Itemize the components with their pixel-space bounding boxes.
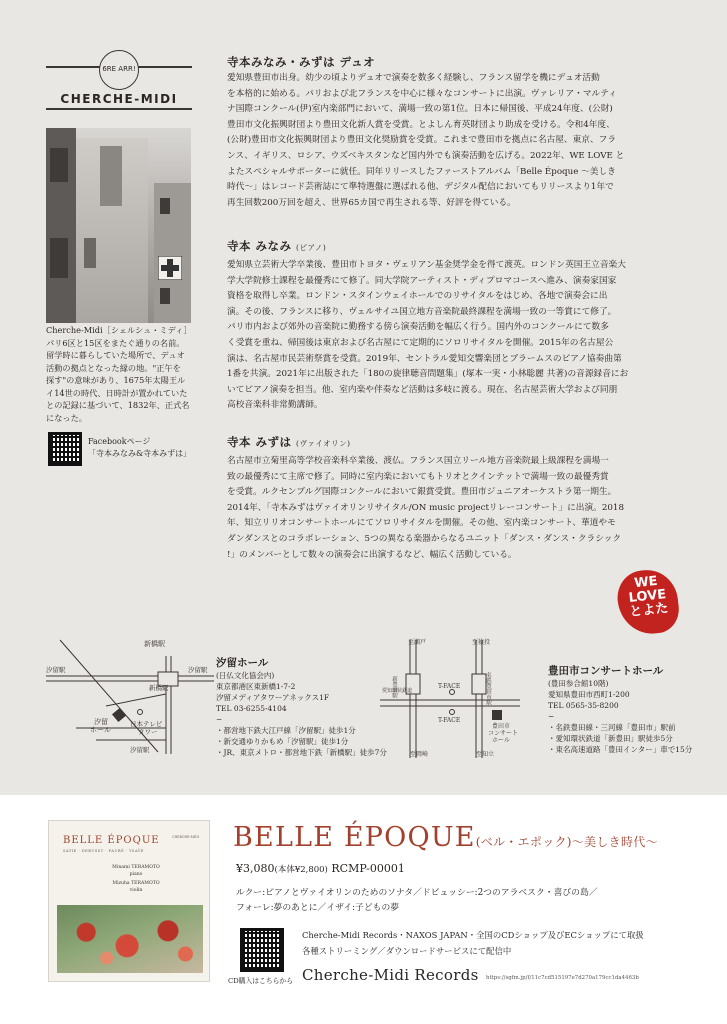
bio-line: 演。その後、フランスに移り、ヴェルサイユ国立地方音楽院最終課程を満場一致の一等賞にて修了。	[227, 306, 617, 317]
bio-line: 1番を共演。2021年に出版された「180の旋律聴音問題集」(塚本一実・小林聡麗 共著)の音源録音にお	[227, 369, 629, 380]
map-label: 至瀬戸	[408, 639, 427, 646]
minami-role: (ピアノ)	[296, 243, 327, 252]
map-label: 汐留駅	[188, 666, 208, 674]
album-artist-2: Mizuha TERAMOTO	[112, 881, 160, 886]
we-love-toyota-logo	[615, 567, 681, 637]
map-label: 新橋駅	[149, 684, 169, 692]
map-info-line: ・都営地下鉄大江戸線「汐留駅」徒歩1分	[216, 726, 356, 735]
we-love-line: LOVE	[628, 587, 667, 606]
album-artist-1: Minami TERAMOTO	[112, 865, 160, 870]
street-photo	[46, 128, 191, 323]
shop-line: Cherche-Midi Records・NAXOS JAPAN・全国のCDショップ及びECショップにて取扱	[302, 930, 644, 940]
bio-line: ンス、イギリス、ロシア、ウズベキスタンなど国内外でも演奏活動を広げる。2022年、WE LOVE と	[227, 150, 625, 161]
album-cover-painting	[57, 905, 203, 973]
shop-info	[302, 928, 702, 959]
logo-badge: 6RE ARR!	[99, 50, 139, 90]
bio-line: よたスペシャルサポーターに就任。同年リリースしたファーストアルバム「Belle Époque 〜美しき	[227, 166, 616, 177]
map-label: 汐留	[94, 718, 108, 726]
duo-title: 寺本みなみ・みずは デュオ	[227, 55, 376, 69]
map-label: 至知立	[476, 751, 495, 758]
map-label: ホール	[90, 726, 111, 734]
shop-line: 各種ストリーミング／ダウンロードサービスにて配信中	[302, 945, 512, 956]
bio-line: 演は、名古屋市民芸術祭賞を受賞。2019年、セントラル愛知交響楽団とブラームスのピアノ協奏曲第	[227, 353, 622, 364]
bio-line: ダンダンスとのコラボレーション、5つの異なる楽器からなるユニット「ダンス・ダンス・クラシック	[227, 533, 622, 544]
map-label: 名鉄豊田市駅	[485, 672, 491, 705]
map-info-line: ・JR、東京メトロ・都営地下鉄「新橋駅」徒歩7分	[216, 748, 387, 757]
mizuha-bio	[227, 454, 682, 563]
album-instrument-2: violin	[129, 888, 143, 893]
map-info-line: ・名鉄豊田線・三河線「豊田市」駅前	[548, 723, 676, 732]
map-info-line: TEL 03-6255-4104	[216, 704, 287, 713]
caption-line: 活動の拠点となった縁の地。"正午を	[46, 362, 181, 373]
bio-line: パリ市内および郊外の音楽院に勤務する傍ら演奏活動を幅広く行う。国内外のコンクールにて数多	[227, 322, 609, 333]
minami-heading	[227, 238, 326, 254]
caption-line: 探す"の意味があり、1675年太陽王ル	[46, 375, 186, 385]
caption-line: 留学時に暮らしていた場所で、デュオ	[46, 350, 185, 360]
album-instrument-1: piano	[129, 872, 143, 877]
map-info-line: −	[216, 715, 223, 724]
bio-line: 2014年、「寺本みずはヴァイオリンリサイタル/ON music projectリレーコンサート」に出演。2018	[227, 502, 624, 513]
map-info-line: ・東名高速道路「豊田インター」車で15分	[548, 745, 693, 754]
cd-purchase-qr-code[interactable]	[240, 928, 284, 972]
bio-line: 致の最優秀にて主席で修了。同時に室内楽においてもトリオとクインテットで満場一致の最優秀賞	[227, 471, 609, 482]
toyota-hall-info	[548, 678, 692, 755]
cd-purchase-caption: CD購入はこちらから	[228, 977, 294, 985]
map-info-line: (日仏文化協会内)	[216, 671, 275, 680]
shiodome-hall-title: 汐留ホール	[216, 657, 269, 669]
caption-line: イ14世の時代、日時計が置かれていた	[46, 387, 188, 398]
bio-line: 資格を取得し卒業。ロンドン・スタインウェイホールでのリサイタルをはじめ、各地で演奏会に出	[227, 291, 608, 302]
release-subtitle: (ベル・エポック)〜美しき時代〜	[475, 835, 658, 849]
map-label: 日本テレビ	[130, 720, 163, 728]
record-label-name: Cherche-Midi Records	[302, 966, 479, 984]
release-title-main: BELLE ÉPOQUE	[233, 822, 476, 853]
bio-line: 愛知県豊田市出身。幼少の頃よりデュオで演奏を数多く経験し、フランス留学を機にデュオ活動	[227, 73, 600, 83]
toyota-concert-hall-map	[380, 632, 540, 758]
caption-line: になった。	[46, 412, 87, 423]
mizuha-name: 寺本 みずは	[227, 435, 292, 449]
map-label: 新豊田駅	[391, 676, 397, 698]
release-title	[233, 822, 658, 853]
mizuha-heading	[227, 434, 351, 450]
toyota-hall-title: 豊田市コンサートホール	[548, 665, 664, 677]
facebook-qr-code[interactable]	[48, 432, 82, 466]
map-label: 豊田市	[492, 723, 511, 730]
map-info-line: (豊田参合館10階)	[548, 679, 609, 688]
map-info-line: TEL 0565-35-8200	[548, 701, 619, 710]
minami-name: 寺本 みなみ	[227, 239, 292, 253]
map-info-line: ・愛知環状鉄道「新豊田」駅徒歩5分	[548, 734, 673, 743]
map-label: コンサート	[488, 730, 519, 737]
mizuha-role: (ヴァイオリン)	[296, 439, 351, 448]
bio-line: を本格的に始める。パリおよび北フランスを中心に様々なコンサートに出演。ヴァレリア・マルティ	[227, 88, 617, 99]
bio-line: いてピアノ演奏を担当。他、室内楽や伴奏など活動は多岐に渡る。現在、名古屋芸術大学および同朋	[227, 384, 618, 395]
map-label: 愛知環状鉄道	[382, 688, 413, 694]
caption-line: との記録に基づいて、1832年、正式名	[46, 400, 190, 410]
bio-line: 再生回数200万回を超え、世界65カ国で再生される等、好評を得ている。	[227, 197, 516, 208]
bio-line: 高校音楽科非常勤講師。	[227, 400, 323, 411]
duo-bio	[227, 71, 682, 211]
map-label: 汐留駅	[46, 666, 66, 674]
price-tax: (本体¥2,800)	[274, 865, 328, 875]
map-label: T-FACE	[438, 683, 461, 690]
cherche-midi-logo	[46, 66, 192, 110]
map-label: 至岡崎	[410, 751, 429, 758]
bio-line: 名古屋市立菊里高等学校音楽科卒業後、渡仏。フランス国立リール地方音楽院最上級課程を満場一	[227, 456, 609, 466]
bio-line: 豊田市文化振興財団より豊田文化新人賞を受賞。とよしん育英財団より助成を受ける。令和4年度、	[227, 119, 615, 130]
we-love-line: WE	[633, 573, 659, 592]
shiodome-hall-info	[216, 670, 387, 758]
pharmacy-cross-icon	[158, 256, 182, 280]
logo-name: CHERCHE-MIDI	[60, 92, 178, 106]
bio-line: 愛知県立芸術大学卒業後、豊田市トヨタ・ヴェリアン基金奨学金を得て渡英。ロンドン英国王立音楽大	[227, 260, 626, 270]
track-list	[236, 886, 686, 916]
bio-line: 学大学院修士課程を最優秀にて修了。同大学院アーティスト・ディプロマコースへ進み、演奏家国家	[227, 275, 617, 286]
map-info-line: −	[548, 712, 555, 721]
map-info-line: 愛知県豊田市西町1-200	[548, 690, 630, 699]
photo-caption	[46, 324, 196, 424]
price-value: ¥3,080	[236, 862, 275, 875]
facebook-page-name: 「寺本みなみ&寺本みずは」	[88, 449, 192, 458]
bio-line: く受賞を重ね、帰国後は東京および名古屋にて定期的にソロリサイタルを開催。2015年の名古屋公	[227, 337, 614, 348]
bio-line: (公財)豊田市文化振興財団より豊田文化奨励賞を受賞。これまで豊田市を拠点に名古屋、東京、フラ	[227, 135, 617, 146]
map-info-line: 東京都港区東新橋1-7-2	[216, 682, 296, 691]
map-label: 汐留駅	[130, 746, 150, 754]
facebook-caption	[88, 436, 191, 460]
bio-line: 時代〜」はレコード芸術誌にて準特選盤に選ばれる他、デジタル配信においてもリリースより1年で	[227, 182, 614, 193]
map-label: タワー	[138, 728, 158, 736]
caption-title: Cherche-Midi［シェルシュ・ミディ］	[46, 325, 192, 335]
album-cover	[48, 820, 210, 982]
bio-line: !」のメンバーとして数々の演奏会に出演するなど、幅広く活動している。	[227, 549, 517, 560]
release-url[interactable]: https://sgfm.jp/f/11c7cd515197e7d270a179cc1da4463b	[486, 975, 639, 981]
track-line: ルクー:ピアノとヴァイオリンのためのソナタ／ドビュッシー:2つのアラベスク・喜びの島／	[236, 888, 598, 898]
track-line: フォーレ:夢のあとに／イザイ:子どもの夢	[236, 903, 400, 913]
bio-line: を受賞。ルクセンブルグ国際コンクールにおいて銀賞受賞。豊田市ジュニアオーケストラ第一期生。	[227, 487, 617, 498]
shiodome-hall-map	[46, 632, 214, 754]
bio-line: ナ国際コンクール(伊)室内楽部門において、満場一致の第1位。日本に帰国後、平成24年度、(公財)	[227, 104, 613, 115]
minami-bio	[227, 258, 682, 414]
map-label: 新橋駅	[144, 640, 165, 648]
map-label: T-FACE	[438, 717, 461, 724]
facebook-label: Facebookページ	[88, 437, 151, 446]
album-cover-label: CHERCHE-MIDI	[172, 835, 199, 839]
album-cover-composers: SATIE · DEBUSSY · FAURÉ · YSAŸE	[63, 849, 144, 853]
map-label: ホール	[492, 737, 510, 744]
map-label: 至猿投	[472, 639, 491, 646]
map-info-line: 汐留メディアタワーアネックス1F	[216, 693, 330, 702]
catalog-number: RCMP-00001	[331, 862, 405, 875]
map-info-line: ・新交通ゆりかもめ「汐留駅」徒歩1分	[216, 737, 349, 746]
caption-line: パリ6区と15区をまたぐ通りの名前。	[46, 337, 185, 348]
bio-line: 年、知立リリオコンサートホールにてソロリサイタルを開催。その他、室内楽コンサート、華道やモ	[227, 518, 616, 529]
release-price	[236, 862, 405, 875]
album-cover-title: BELLE ÉPOQUE	[63, 835, 160, 846]
we-love-line: とよた	[628, 600, 670, 620]
